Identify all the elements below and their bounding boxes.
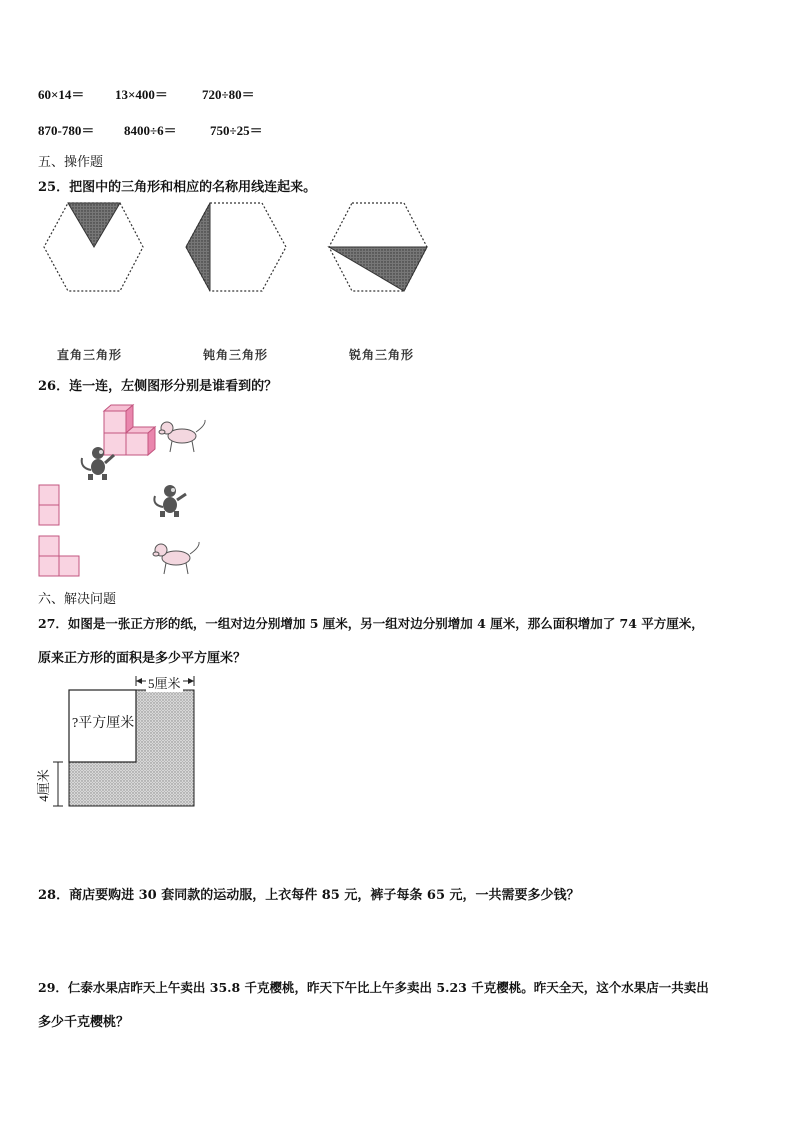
top-dimension-label: 5厘米 (146, 673, 183, 692)
arith-5: 8400÷6＝ (124, 123, 177, 138)
question-26: 26．连一连，左侧图形分别是谁看到的？ (38, 379, 278, 394)
question-29-line-1: 29．仁泰水果店昨天上午卖出 35.8 千克樱桃，昨天下午比上午多卖出 5.23 千克樱桃。昨天全天，这个水果店一共卖出 (38, 980, 709, 995)
label-acute-triangle: 锐角三角形 (349, 348, 415, 362)
section-6-title: 六、解决问题 (38, 592, 117, 607)
side-dimension-label: 4厘米 (33, 769, 52, 802)
question-27-line-1: 27．如图是一张正方形的纸，一组对边分别增加 5 厘米，另一组对边分别增加 4 厘米，那么面积增加了 74 平方厘米， (38, 616, 704, 631)
section-5-title: 五、操作题 (38, 155, 104, 170)
arith-1: 60×14＝ (38, 87, 85, 102)
question-29-line-2: 多少千克樱桃？ (38, 1015, 130, 1030)
arith-2: 13×400＝ (115, 87, 168, 102)
unknown-area-label: ?平方厘米 (72, 716, 135, 731)
question-27-line-2: 原来正方形的面积是多少平方厘米？ (38, 651, 247, 666)
question-25: 25．把图中的三角形和相应的名称用线连起来。 (38, 180, 317, 195)
arith-6: 750÷25＝ (210, 123, 263, 138)
arith-4: 870-780＝ (38, 123, 95, 138)
label-right-triangle: 直角三角形 (57, 348, 123, 362)
label-obtuse-triangle: 钝角三角形 (203, 348, 269, 362)
question-28: 28．商店要购进 30 套同款的运动服，上衣每件 85 元，裤子每条 65 元，一共需要多少钱？ (38, 888, 580, 903)
arith-3: 720÷80＝ (202, 87, 255, 102)
